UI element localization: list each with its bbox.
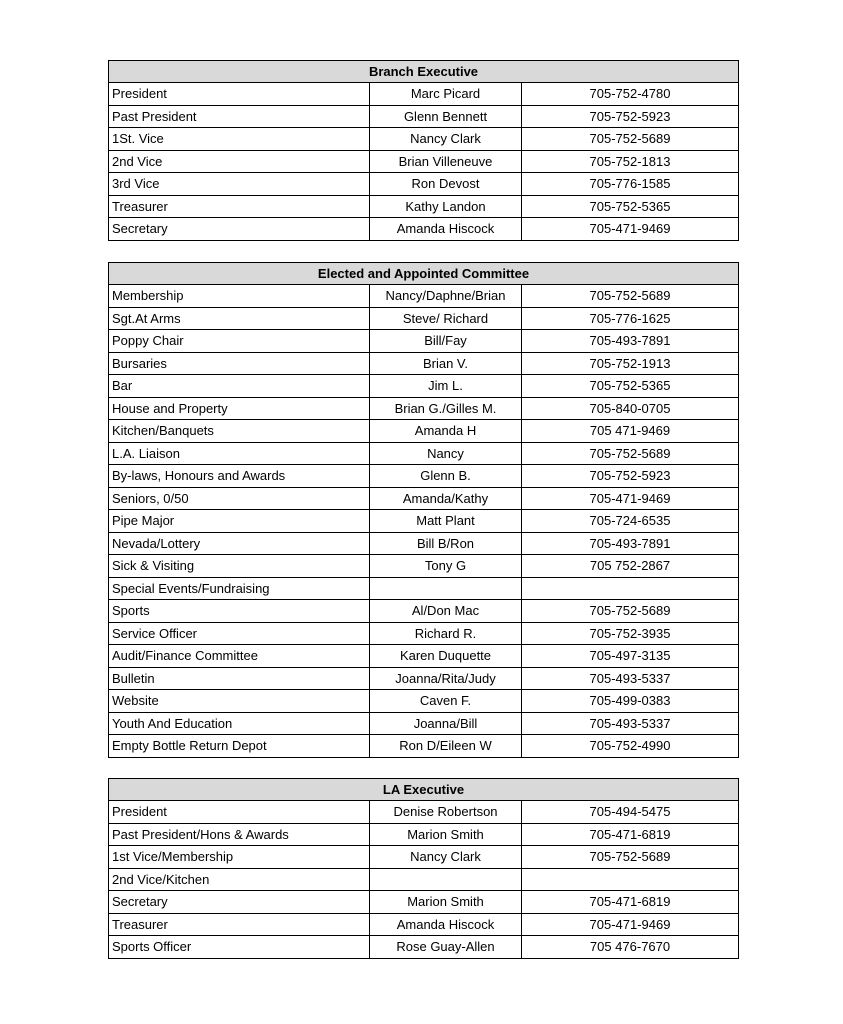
position-cell: Sports Officer (109, 936, 370, 959)
name-cell: Denise Robertson (370, 801, 522, 824)
elected-appointed-committee-table (108, 262, 739, 758)
phone-cell: 705-776-1585 (522, 173, 739, 196)
table-row (109, 823, 739, 846)
position-cell: Audit/Finance Committee (109, 645, 370, 668)
position-cell: Secretary (109, 891, 370, 914)
table-row (109, 712, 739, 735)
table-row (109, 936, 739, 959)
position-cell: L.A. Liaison (109, 442, 370, 465)
name-cell: Bill B/Ron (370, 532, 522, 555)
table-row (109, 600, 739, 623)
name-cell: Richard R. (370, 622, 522, 645)
position-cell: By-laws, Honours and Awards (109, 465, 370, 488)
position-cell: Poppy Chair (109, 330, 370, 353)
table-row (109, 846, 739, 869)
name-cell: Al/Don Mac (370, 600, 522, 623)
table-row (109, 128, 739, 151)
phone-cell: 705-752-4780 (522, 83, 739, 106)
position-cell: Membership (109, 285, 370, 308)
name-cell: Karen Duquette (370, 645, 522, 668)
name-cell: Nancy Clark (370, 846, 522, 869)
phone-cell (522, 868, 739, 891)
name-cell: Nancy (370, 442, 522, 465)
phone-cell: 705-499-0383 (522, 690, 739, 713)
table-row (109, 352, 739, 375)
position-cell: Special Events/Fundraising (109, 577, 370, 600)
name-cell: Glenn Bennett (370, 105, 522, 128)
name-cell: Amanda H (370, 420, 522, 443)
phone-cell: 705-752-5923 (522, 465, 739, 488)
phone-cell: 705-752-5689 (522, 128, 739, 151)
position-cell: 2nd Vice (109, 150, 370, 173)
table-row (109, 375, 739, 398)
phone-cell: 705-752-5689 (522, 846, 739, 869)
position-cell: 3rd Vice (109, 173, 370, 196)
section-title: LA Executive (109, 779, 739, 801)
table-row (109, 801, 739, 824)
name-cell: Brian Villeneuve (370, 150, 522, 173)
name-cell: Amanda Hiscock (370, 913, 522, 936)
position-cell: Bulletin (109, 667, 370, 690)
position-cell: Past President/Hons & Awards (109, 823, 370, 846)
table-row (109, 622, 739, 645)
branch-executive-table (108, 60, 739, 241)
position-cell: Pipe Major (109, 510, 370, 533)
table-row (109, 487, 739, 510)
table-row (109, 735, 739, 758)
table-row (109, 195, 739, 218)
position-cell: Nevada/Lottery (109, 532, 370, 555)
phone-cell: 705-497-3135 (522, 645, 739, 668)
phone-cell: 705-752-5365 (522, 195, 739, 218)
phone-cell: 705-471-9469 (522, 218, 739, 241)
position-cell: Treasurer (109, 913, 370, 936)
name-cell: Steve/ Richard (370, 307, 522, 330)
phone-cell: 705-752-5689 (522, 285, 739, 308)
table-row (109, 442, 739, 465)
table-row (109, 420, 739, 443)
position-cell: President (109, 801, 370, 824)
position-cell: Bursaries (109, 352, 370, 375)
table-row (109, 83, 739, 106)
name-cell: Marion Smith (370, 891, 522, 914)
position-cell: President (109, 83, 370, 106)
name-cell: Caven F. (370, 690, 522, 713)
phone-cell: 705 471-9469 (522, 420, 739, 443)
phone-cell: 705-752-1913 (522, 352, 739, 375)
phone-cell (522, 577, 739, 600)
table-row (109, 645, 739, 668)
table-row (109, 555, 739, 578)
name-cell: Jim L. (370, 375, 522, 398)
name-cell: Brian V. (370, 352, 522, 375)
phone-cell: 705-752-3935 (522, 622, 739, 645)
table-row (109, 397, 739, 420)
position-cell: Kitchen/Banquets (109, 420, 370, 443)
table-row (109, 577, 739, 600)
position-cell: House and Property (109, 397, 370, 420)
name-cell: Joanna/Bill (370, 712, 522, 735)
table-row (109, 105, 739, 128)
name-cell (370, 577, 522, 600)
table-row (109, 150, 739, 173)
phone-cell: 705-752-5365 (522, 375, 739, 398)
position-cell: Sgt.At Arms (109, 307, 370, 330)
table-row (109, 690, 739, 713)
name-cell: Glenn B. (370, 465, 522, 488)
phone-cell: 705-493-7891 (522, 532, 739, 555)
phone-cell: 705-471-9469 (522, 487, 739, 510)
phone-cell: 705-752-5923 (522, 105, 739, 128)
name-cell: Amanda/Kathy (370, 487, 522, 510)
table-row (109, 285, 739, 308)
table-row (109, 173, 739, 196)
table-row (109, 891, 739, 914)
phone-cell: 705 476-7670 (522, 936, 739, 959)
phone-cell: 705-840-0705 (522, 397, 739, 420)
section-title: Elected and Appointed Committee (109, 263, 739, 285)
name-cell: Amanda Hiscock (370, 218, 522, 241)
name-cell: Joanna/Rita/Judy (370, 667, 522, 690)
position-cell: Sick & Visiting (109, 555, 370, 578)
name-cell: Bill/Fay (370, 330, 522, 353)
name-cell: Rose Guay-Allen (370, 936, 522, 959)
table-row (109, 465, 739, 488)
name-cell (370, 868, 522, 891)
table-row (109, 913, 739, 936)
name-cell: Nancy Clark (370, 128, 522, 151)
name-cell: Nancy/Daphne/Brian (370, 285, 522, 308)
position-cell: 2nd Vice/Kitchen (109, 868, 370, 891)
table-row (109, 218, 739, 241)
phone-cell: 705-493-5337 (522, 712, 739, 735)
table-row (109, 510, 739, 533)
table-row (109, 307, 739, 330)
table-row (109, 868, 739, 891)
phone-cell: 705-776-1625 (522, 307, 739, 330)
name-cell: Ron Devost (370, 173, 522, 196)
position-cell: 1St. Vice (109, 128, 370, 151)
position-cell: Past President (109, 105, 370, 128)
table-row (109, 532, 739, 555)
name-cell: Brian G./Gilles M. (370, 397, 522, 420)
position-cell: Service Officer (109, 622, 370, 645)
phone-cell: 705-752-5689 (522, 600, 739, 623)
position-cell: Secretary (109, 218, 370, 241)
name-cell: Kathy Landon (370, 195, 522, 218)
position-cell: Website (109, 690, 370, 713)
phone-cell: 705-752-5689 (522, 442, 739, 465)
position-cell: Youth And Education (109, 712, 370, 735)
phone-cell: 705-752-4990 (522, 735, 739, 758)
name-cell: Marc Picard (370, 83, 522, 106)
phone-cell: 705-752-1813 (522, 150, 739, 173)
name-cell: Marion Smith (370, 823, 522, 846)
position-cell: Treasurer (109, 195, 370, 218)
section-title: Branch Executive (109, 61, 739, 83)
position-cell: Empty Bottle Return Depot (109, 735, 370, 758)
phone-cell: 705-494-5475 (522, 801, 739, 824)
phone-cell: 705-493-7891 (522, 330, 739, 353)
table-row (109, 330, 739, 353)
position-cell: Bar (109, 375, 370, 398)
phone-cell: 705-471-9469 (522, 913, 739, 936)
phone-cell: 705-471-6819 (522, 891, 739, 914)
table-row (109, 667, 739, 690)
name-cell: Matt Plant (370, 510, 522, 533)
position-cell: Sports (109, 600, 370, 623)
phone-cell: 705-724-6535 (522, 510, 739, 533)
position-cell: Seniors, 0/50 (109, 487, 370, 510)
phone-cell: 705-493-5337 (522, 667, 739, 690)
la-executive-table (108, 778, 739, 959)
name-cell: Tony G (370, 555, 522, 578)
position-cell: 1st Vice/Membership (109, 846, 370, 869)
phone-cell: 705 752-2867 (522, 555, 739, 578)
name-cell: Ron D/Eileen W (370, 735, 522, 758)
phone-cell: 705-471-6819 (522, 823, 739, 846)
